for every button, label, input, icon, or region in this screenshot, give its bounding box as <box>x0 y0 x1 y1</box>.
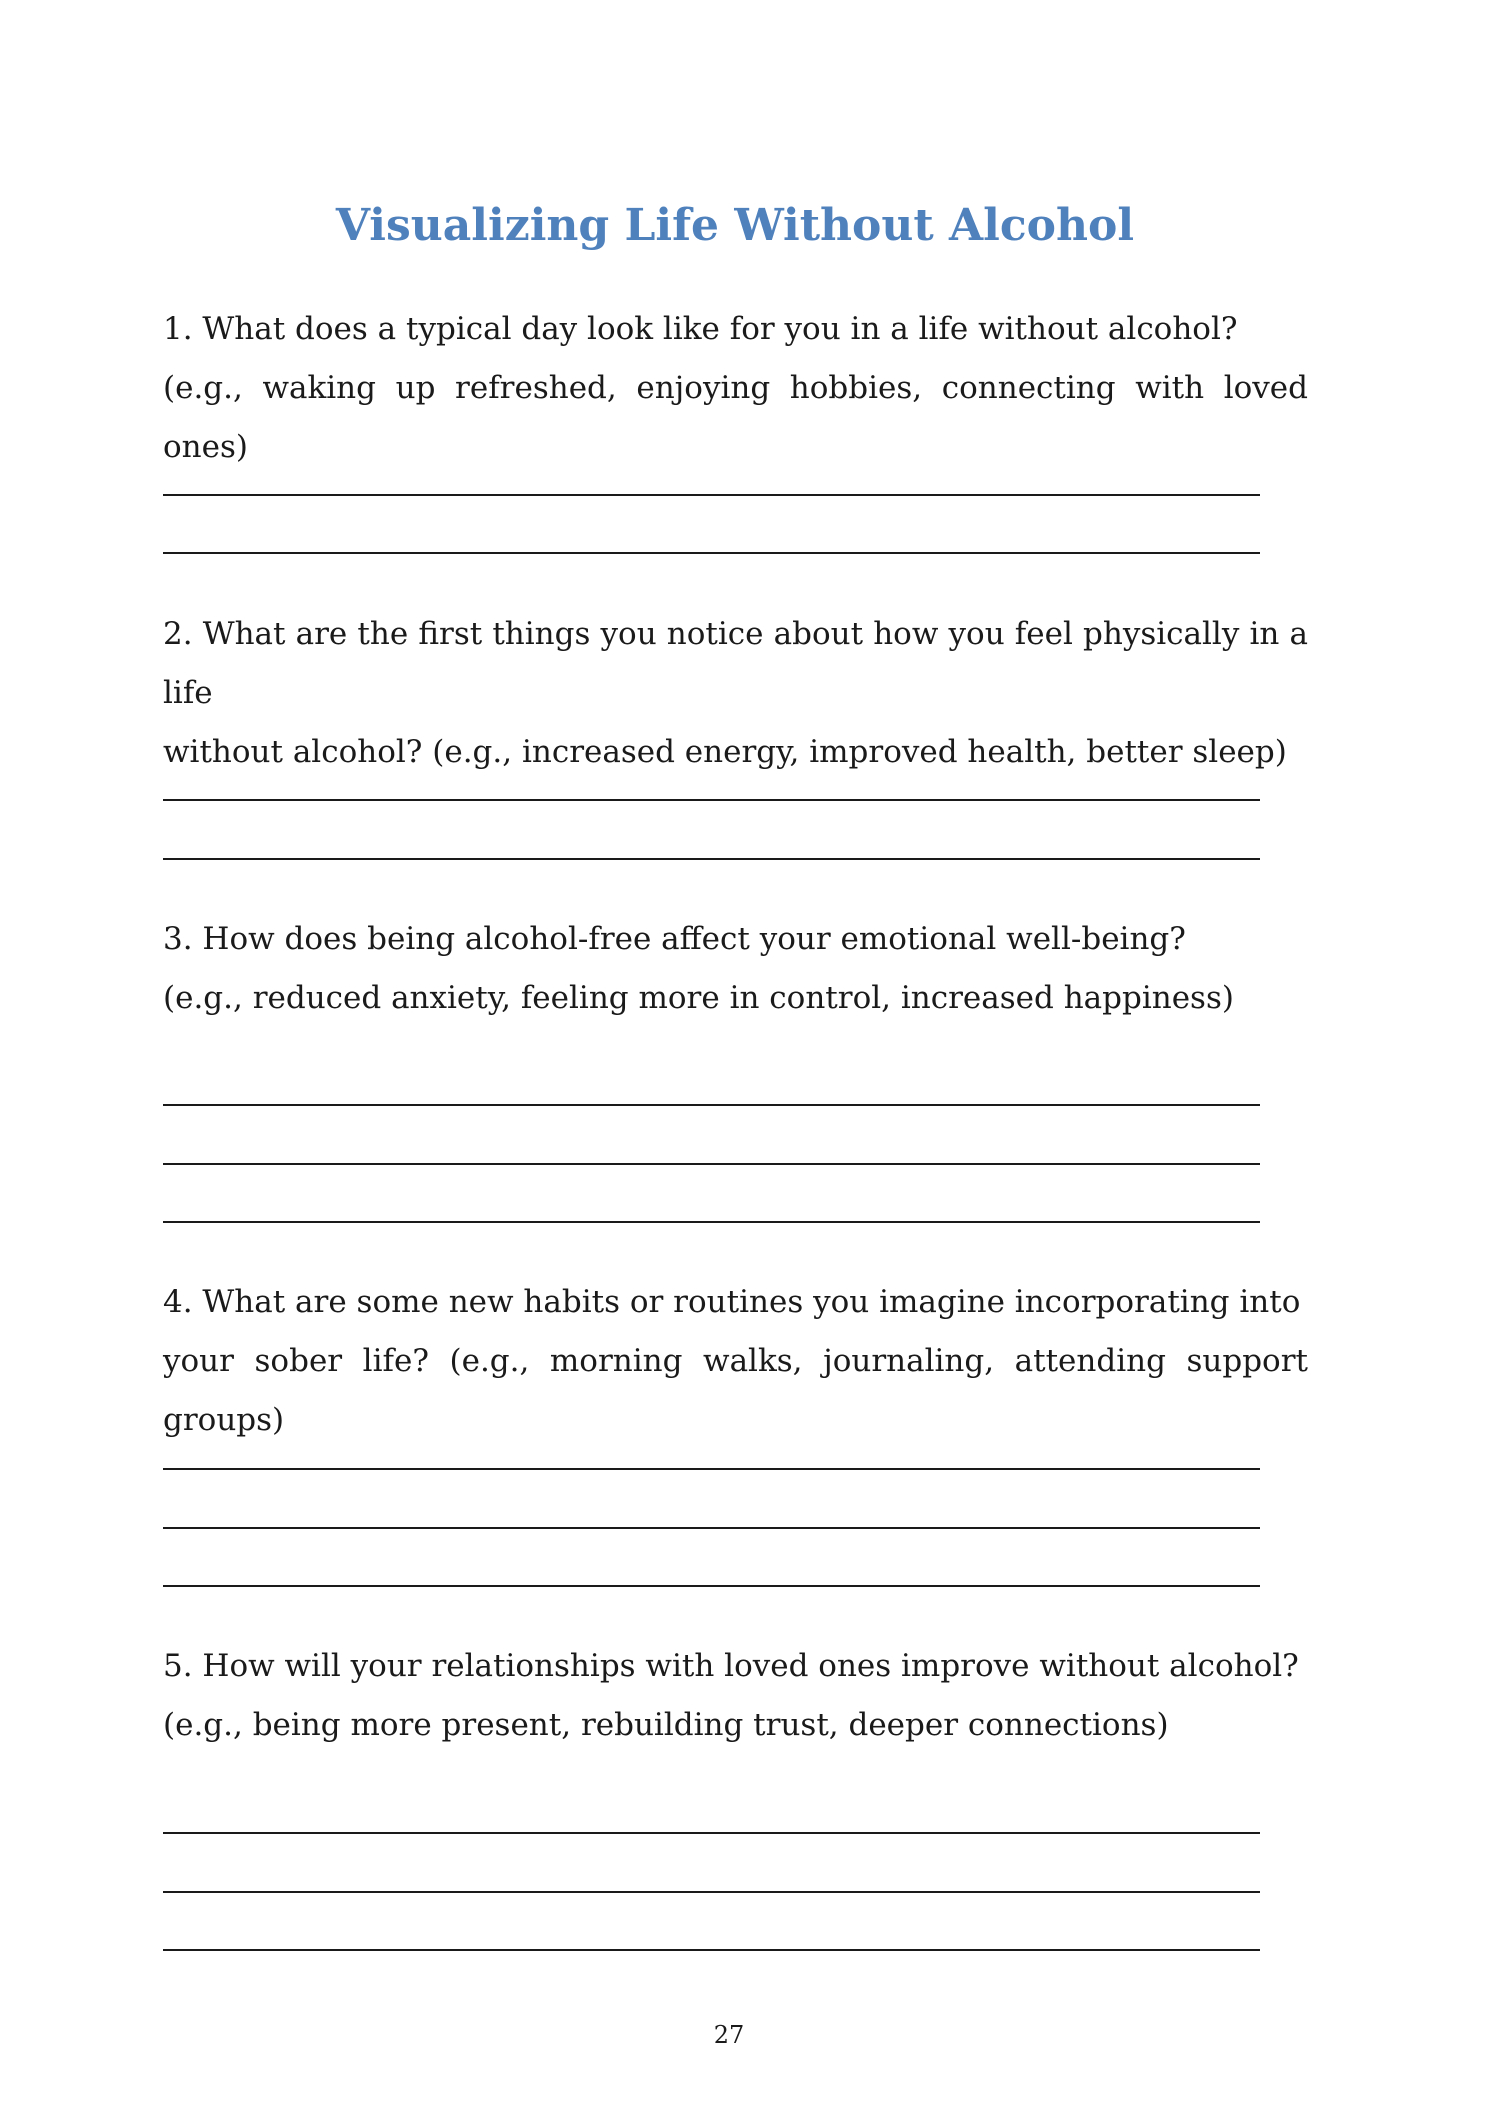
answer-line-q1-2[interactable] <box>163 552 1260 554</box>
question-4-prompt: 4. What are some new habits or routines you imagine incorporating into <box>163 1284 1301 1320</box>
question-5-examples: (e.g., being more present, rebuilding trust, deeper connections) <box>163 1707 1169 1743</box>
question-4 <box>163 1273 1308 1450</box>
question-5-prompt: 5. How will your relationships with loved ones improve without alcohol? <box>163 1648 1299 1684</box>
question-3-examples: (e.g., reduced anxiety, feeling more in control, increased happiness) <box>163 980 1234 1016</box>
answer-line-q4-1[interactable] <box>163 1468 1260 1470</box>
answer-line-q2-2[interactable] <box>163 858 1260 860</box>
answer-line-q5-1[interactable] <box>163 1832 1260 1834</box>
answer-line-q2-1[interactable] <box>163 799 1260 801</box>
question-2 <box>163 605 1308 782</box>
answer-line-q4-2[interactable] <box>163 1527 1260 1529</box>
question-1-examples: (e.g., waking up refreshed, enjoying hobbies, connecting with loved ones) <box>163 370 1308 465</box>
answer-line-q3-2[interactable] <box>163 1163 1260 1165</box>
page-number: 27 <box>713 2021 745 2049</box>
question-4-examples: your sober life? (e.g., morning walks, journaling, attending support groups) <box>163 1343 1308 1438</box>
answer-line-q5-2[interactable] <box>163 1891 1260 1893</box>
answer-line-q4-3[interactable] <box>163 1585 1260 1587</box>
question-3-prompt: 3. How does being alcohol-free affect your emotional well-being? <box>163 921 1186 957</box>
answer-line-q5-3[interactable] <box>163 1949 1260 1951</box>
page-title: Visualizing Life Without Alcohol <box>335 200 1135 251</box>
question-1-prompt: 1. What does a typical day look like for you in a life without alcohol? <box>163 311 1238 347</box>
answer-line-q3-3[interactable] <box>163 1221 1260 1223</box>
question-2-prompt: 2. What are the first things you notice about how you feel physically in a life <box>163 616 1308 711</box>
question-1 <box>163 300 1308 477</box>
answer-line-q3-1[interactable] <box>163 1104 1260 1106</box>
question-2-examples: without alcohol? (e.g., increased energy, improved health, better sleep) <box>163 734 1287 770</box>
question-5 <box>163 1637 1308 1755</box>
question-3 <box>163 910 1308 1028</box>
answer-line-q1-1[interactable] <box>163 494 1260 496</box>
